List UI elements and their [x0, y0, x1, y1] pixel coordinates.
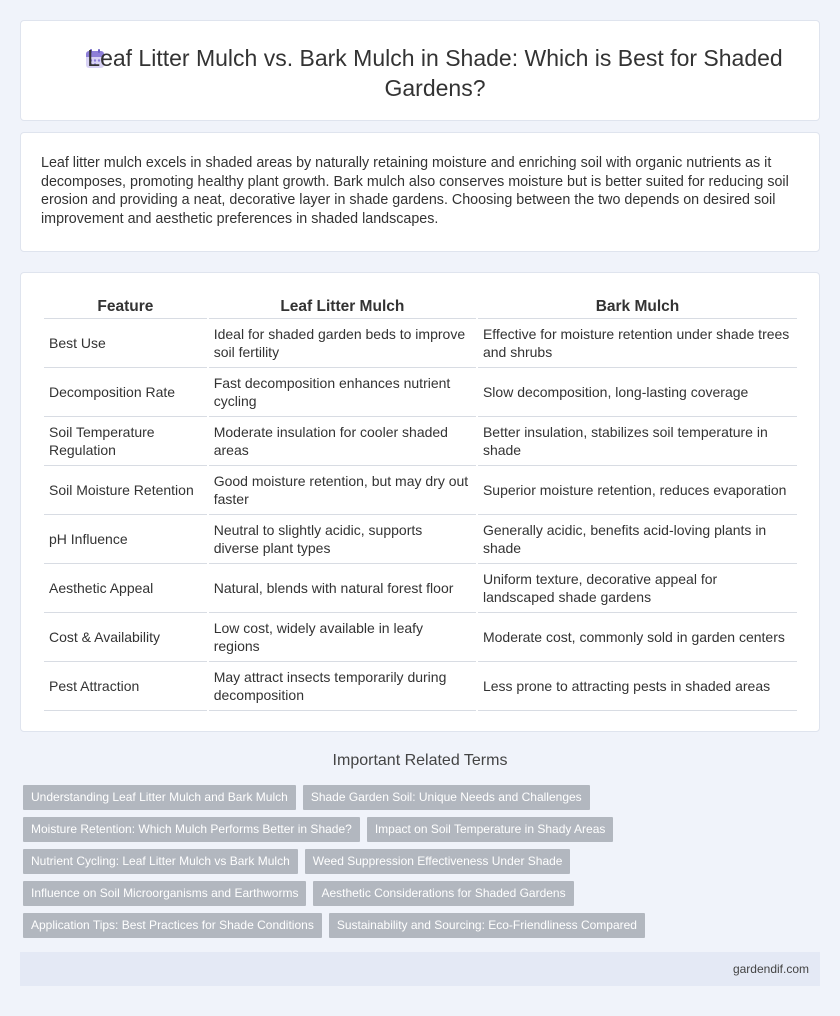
table-cell: Fast decomposition enhances nutrient cycling: [209, 368, 476, 417]
table-cell: Cost & Availability: [44, 613, 207, 662]
related-term-tag[interactable]: Aesthetic Considerations for Shaded Gardens: [313, 881, 573, 906]
summary-card: [20, 132, 820, 252]
related-term-tag[interactable]: Sustainability and Sourcing: Eco-Friendliness Compared: [329, 913, 645, 938]
related-term-tag[interactable]: Shade Garden Soil: Unique Needs and Challenges: [303, 785, 590, 810]
table-cell: Generally acidic, benefits acid-loving plants in shade: [478, 515, 797, 564]
table-header-row: [44, 297, 797, 319]
tag-row: [23, 881, 823, 906]
table-cell: Moderate cost, commonly sold in garden centers: [478, 613, 797, 662]
table-row: [44, 515, 797, 564]
related-term-tag[interactable]: Understanding Leaf Litter Mulch and Bark Mulch: [23, 785, 296, 810]
table-cell: Uniform texture, decorative appeal for landscaped shade gardens: [478, 564, 797, 613]
table-cell: Ideal for shaded garden beds to improve soil fertility: [209, 319, 476, 368]
table-row: [44, 466, 797, 515]
table-cell: Soil Temperature Regulation: [44, 417, 207, 466]
table-row: [44, 368, 797, 417]
table-cell: Good moisture retention, but may dry out faster: [209, 466, 476, 515]
column-header: Leaf Litter Mulch: [209, 297, 476, 319]
related-term-tag[interactable]: Weed Suppression Effectiveness Under Shade: [305, 849, 571, 874]
table-cell: pH Influence: [44, 515, 207, 564]
table-row: [44, 564, 797, 613]
summary-text: Leaf litter mulch excels in shaded areas by naturally retaining moisture and enriching soil with organic nutrients as it decomposes, promoting healthy plant growth. Bark mulch also conserves moisture but is better suited for reducing soil erosion and providing a neat, decorative layer in shade gardens. Choosing between the two depends on desired soil improvement and aesthetic preferences in shaded landscapes.: [41, 155, 789, 227]
table-cell: Moderate insulation for cooler shaded areas: [209, 417, 476, 466]
table-cell: Low cost, widely available in leafy regions: [209, 613, 476, 662]
table-cell: Pest Attraction: [44, 662, 207, 711]
table-cell: Best Use: [44, 319, 207, 368]
column-header: Bark Mulch: [478, 297, 797, 319]
table-cell: Soil Moisture Retention: [44, 466, 207, 515]
table-row: [44, 417, 797, 466]
comparison-table: [42, 297, 799, 711]
page-title: Leaf Litter Mulch vs. Bark Mulch in Shade: Which is Best for Shaded Gardens?: [87, 45, 783, 101]
table-row: [44, 319, 797, 368]
column-header: Feature: [44, 297, 207, 319]
related-terms-tags: [23, 785, 823, 945]
comparison-table-card: [20, 272, 820, 732]
table-cell: May attract insects temporarily during decomposition: [209, 662, 476, 711]
related-terms-heading: Important Related Terms: [332, 752, 508, 769]
table-cell: Neutral to slightly acidic, supports diverse plant types: [209, 515, 476, 564]
table-cell: Less prone to attracting pests in shaded areas: [478, 662, 797, 711]
related-term-tag[interactable]: Influence on Soil Microorganisms and Earthworms: [23, 881, 306, 906]
table-cell: Natural, blends with natural forest floor: [209, 564, 476, 613]
related-term-tag[interactable]: Application Tips: Best Practices for Shade Conditions: [23, 913, 322, 938]
table-cell: Slow decomposition, long-lasting coverage: [478, 368, 797, 417]
related-term-tag[interactable]: Nutrient Cycling: Leaf Litter Mulch vs Bark Mulch: [23, 849, 298, 874]
table-cell: Aesthetic Appeal: [44, 564, 207, 613]
table-cell: Better insulation, stabilizes soil temperature in shade: [478, 417, 797, 466]
tag-row: [23, 913, 823, 938]
table-cell: Superior moisture retention, reduces evaporation: [478, 466, 797, 515]
tag-row: [23, 849, 823, 874]
footer: [20, 952, 820, 986]
table-cell: Decomposition Rate: [44, 368, 207, 417]
table-row: [44, 662, 797, 711]
tag-row: [23, 785, 823, 810]
table-cell: Effective for moisture retention under shade trees and shrubs: [478, 319, 797, 368]
related-term-tag[interactable]: Moisture Retention: Which Mulch Performs Better in Shade?: [23, 817, 360, 842]
title-card: [20, 20, 820, 121]
tag-row: [23, 817, 823, 842]
footer-site-link[interactable]: gardendif.com: [732, 962, 809, 976]
table-row: [44, 613, 797, 662]
related-term-tag[interactable]: Impact on Soil Temperature in Shady Areas: [367, 817, 614, 842]
